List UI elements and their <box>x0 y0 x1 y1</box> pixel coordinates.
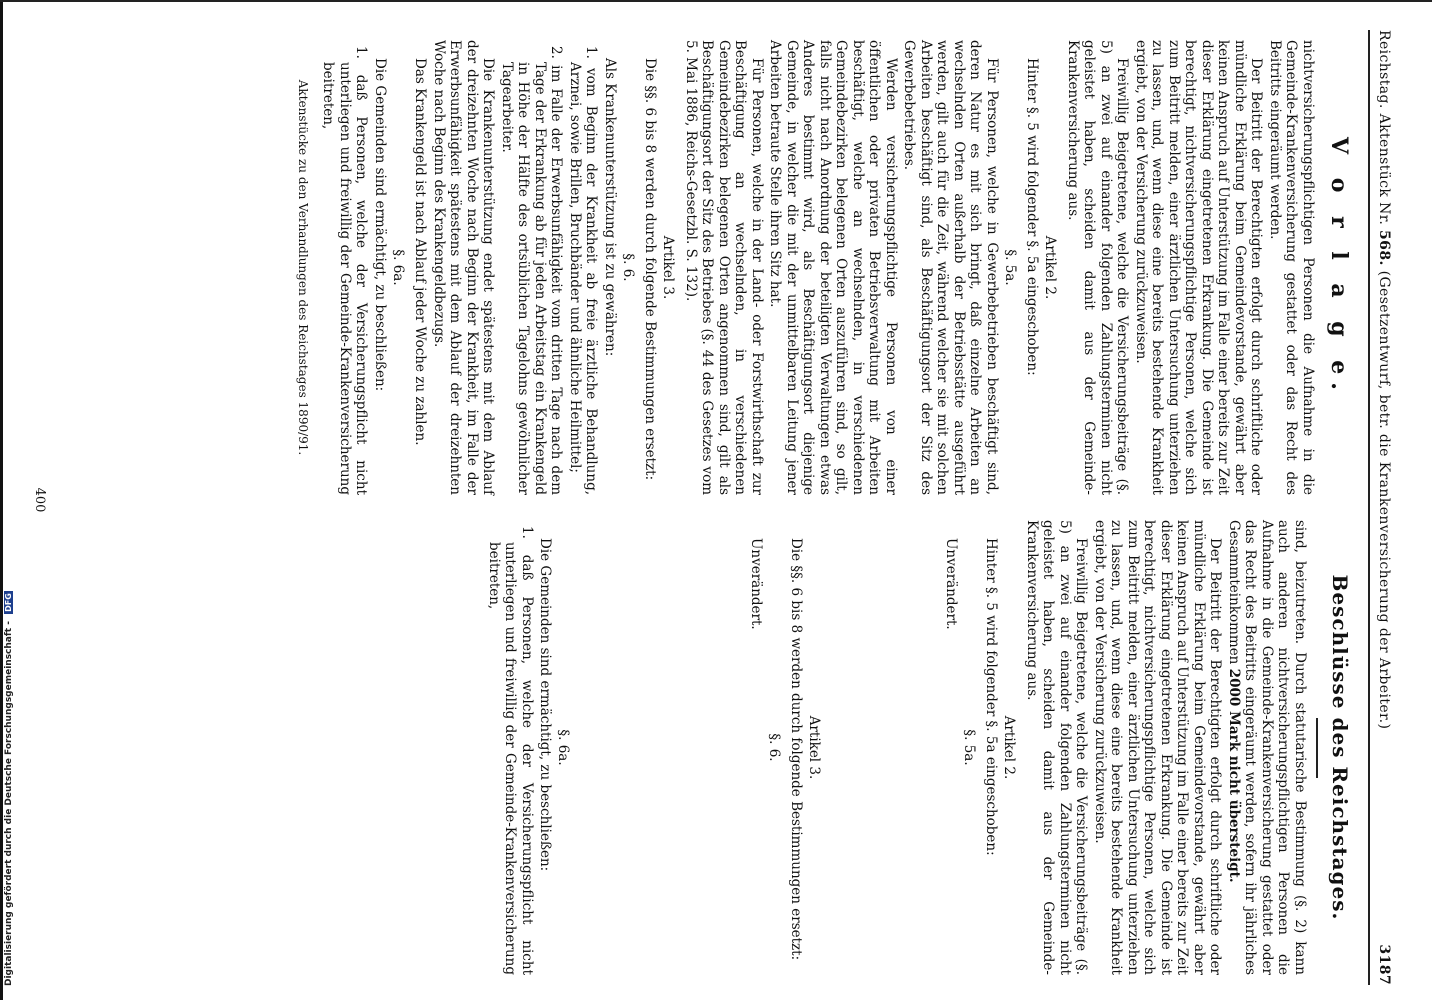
spacer <box>690 520 746 975</box>
paragraph: Der Beitritt der Berechtigten erfolgt durch schriftliche oder mündliche Erklärung beim Gemeindevorstande, gewährt aber keinen Anspruch auf Unterstützung im Falle einer bereits zur Zeit dieser Erklärung eingetretenen Erkrankung. Die Gemeinde ist berechtigt, nichtversicherungspflichtige Personen, welche sich zum Beitritt melden, einer ärztlichen Untersuchung unterziehen zu lassen, und, wenn diese eine bereits bestehende Krankheit ergiebt, von der Versicherung zurückzuweisen. <box>1092 520 1224 975</box>
paragraph: Die Gemeinden sind ermächtigt, zu beschließen: <box>372 58 388 392</box>
article-intro: Hinter §. 5 wird folgender §. 5a eingeschoben: <box>1024 58 1041 376</box>
header-rule <box>1368 30 1370 985</box>
article-heading: Artikel 3. <box>660 235 677 300</box>
list-item: 1. vom Beginn der Krankheit ab freie ärztliche Behandlung, Arznei, sowie Brillen, Bruchbänder und ähnliche Heilmittel; <box>567 46 600 495</box>
section-heading: §. 6a. <box>390 249 406 286</box>
list-item: 2. im Falle der Erwerbsunfähigkeit vom dritten Tage nach dem Tage der Erkrankung ab für jeden Arbeitstag ein Krankengeld in Höhe der Hälfte des ortsüblichen Tagelohns gewöhnlicher Tagearbeiter. <box>499 46 565 495</box>
paragraph: Die Gemeinden sind ermächtigt, zu beschließen: <box>537 538 554 872</box>
list-item: 1. daß Personen, welche der Versicherungspflicht nicht unterliegen und freiwillig der Gemeinde-Krankenversicherung beitreten, <box>320 46 370 495</box>
list-item: 1. daß Personen, welche der Versicherungspflicht nicht unterliegen und freiwillig der Gemeinde-Krankenversicherung beitreten, <box>486 526 535 975</box>
paragraph: Für Personen, welche in der Land- oder Forstwirthschaft zur Beschäftigung an wechselnden, in verschiedenen Gemeindebezirken belegenen Orten angenommen sind, gilt als Beschäftigungsort der Sitz des Betriebes (§. 44 des Gesetzes vom 5. Mai 1886, Reichs-Gesetzbl. S. 132). <box>683 40 765 495</box>
title-rule <box>1316 718 1318 778</box>
section-heading: §. 6. <box>766 733 782 762</box>
header-subject: (Gesetzentwurf, betr. die Krankenversicherung der Arbeiter.) <box>1376 270 1392 730</box>
paragraph: Das Krankengeld ist nach Ablauf jeder Woche zu zahlen. <box>412 58 429 446</box>
column-beschluesse <box>484 520 1361 975</box>
article-heading: Artikel 3. <box>806 715 823 780</box>
section-heading: §. 5a. <box>961 729 977 766</box>
credit-text: Digitalisierung gefördert durch die Deutsche Forschungsgemeinschaft - <box>4 621 14 986</box>
paragraph: nichtversicherungspflichtigen Personen die Aufnahme in die Gemeinde-Krankenversicherung gestattet oder das Recht des Beitritts eingeräumt werden. <box>1267 40 1316 495</box>
section-heading: §. 6. <box>620 253 636 282</box>
column-title-beschluesse: Beschlüsse des Reichstages. <box>1328 574 1352 921</box>
spacer <box>634 520 690 975</box>
paragraph: Freiwillig Beigetretene, welche die Versicherungsbeiträge (§. 5) an zwei auf einander folgenden Zahlungsterminen nicht geleistet haben, scheiden damit aus der Gemeinde-Krankenversicherung aus. <box>1065 40 1131 495</box>
article-intro: Die §§. 6 bis 8 werden durch folgende Bestimmungen ersetzt: <box>788 538 805 961</box>
paragraph: Werden versicherungspflichtige Personen von einer öffentlichen oder privaten Betriebsverwaltung mit Arbeiten beschäftigt, welche an wechselnden, in verschiedenen Gemeindebezirken belegenen Orten auszuführen sind, so gilt, falls nicht nach Anordnung der beteiligten Verwaltungen etwas Anderes bestimmt wird, als Beschäftigungsort diejenige Gemeinde, in welcher die mit der unmittelbaren Leitung jener Arbeiten betraute Stelle ihren Sitz hat. <box>767 40 899 495</box>
footnote: Aktenstücke zu den Verhandlungen des Reichstages 1890/91. <box>296 79 310 456</box>
article-intro: Die §§. 6 bis 8 werden durch folgende Bestimmungen ersetzt: <box>642 58 659 481</box>
article-heading: Artikel 2. <box>1042 235 1059 300</box>
header-number: 568. <box>1376 230 1392 266</box>
dfg-logo: DFG <box>4 593 13 612</box>
unchanged-note: Unverändert. <box>748 538 764 630</box>
paragraph <box>1226 520 1309 975</box>
paragraph: Für Personen, welche in Gewerbebetrieben beschäftigt sind, deren Natur es mit sich bringt, daß einzelne Arbeiten an wechselnden Orten außerhalb der Betriebsstätte ausgeführt werden, gilt auch für die Zeit, während welcher sie mit solchen Arbeiten beschäftigt sind, als Beschäftigungsort der Sitz des Gewerbebetriebes. <box>901 40 1000 495</box>
spacer <box>578 520 634 975</box>
header-prefix: Reichstag. <box>1376 30 1392 109</box>
spacer <box>885 520 941 975</box>
page-header <box>1370 30 1392 985</box>
paragraph: Freiwillig Beigetretene, welche die Versicherungsbeiträge (§. 5) an zwei auf einander folgenden Zahlungsterminen nicht geleistet haben, scheiden damit aus der Gemeinde-Krankenversicherung aus. <box>1024 520 1090 975</box>
section-heading: §. 6a. <box>555 729 572 766</box>
header-left <box>1376 30 1392 729</box>
paragraph: Der Beitritt der Berechtigten erfolgt durch schriftliche oder mündliche Erklärung beim Gemeindevorstande, gewährt aber keinen Anspruch auf Unterstützung im Falle einer bereits zur Zeit dieser Erklärung eingetretenen Erkrankung. Die Gemeinde ist berechtigt, nichtversicherungspflichtige Personen, welche sich zum Beitritt melden, einer ärztlichen Untersuchung unterziehen zu lassen, und, wenn diese eine bereits bestehende Krankheit ergiebt, von der Versicherung zurückzuweisen. <box>1133 40 1265 495</box>
paragraph-text: sind, beizutreten. Durch statutarische Bestimmung (§. 2) kann auch anderen nichtversicherungspflichtigen Personen die Aufnahme in die Gemeinde-Krankenversicherung gestattet oder das Recht des Beitritts eingeräumt werden, sofern ihr jährliches Gesammteinkommen <box>1226 520 1308 975</box>
section-heading: §. 5a. <box>1002 249 1018 286</box>
unchanged-note: Unverändert. <box>943 538 959 630</box>
emphasis-text: 2000 Mark nicht übersteigt. <box>1226 668 1242 883</box>
article-heading: Artikel 2. <box>1001 715 1018 780</box>
spacer <box>829 520 885 975</box>
page-number: 3187 <box>1376 944 1392 985</box>
article-intro: Hinter §. 5 wird folgender §. 5a eingeschoben: <box>983 538 1000 856</box>
paragraph: Die Krankenunterstützung endet spätestens mit dem Ablauf der dreizehnten Woche nach Beginn der Krankheit, im Falle der Erwerbsunfähigkeit spätestens mit dem Ablauf der dreizehnten Woche nach Beginn des Krankengeldbezugs. <box>431 40 497 495</box>
paragraph: Als Krankenunterstützung ist zu gewähren: <box>602 58 618 357</box>
column-title-vorlage: V o r l a g e. <box>1326 137 1352 398</box>
column-vorlage <box>296 40 1360 495</box>
page-footer-number: 400 <box>32 487 47 513</box>
header-aktenstueck: Aktenstück Nr. <box>1376 113 1392 226</box>
